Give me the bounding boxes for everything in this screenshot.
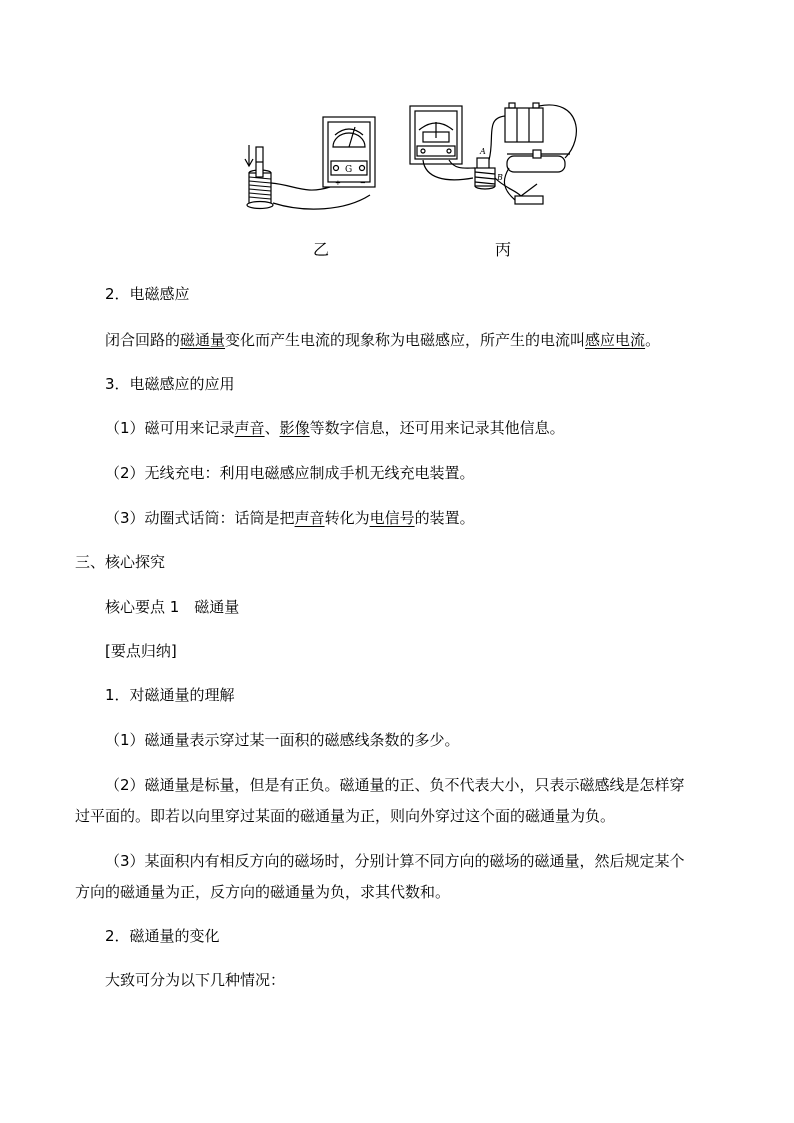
paragraph: [0, 851, 794, 871]
text-run: 的装置。: [414, 509, 475, 527]
underlined-term: 声音: [234, 419, 265, 437]
svg-text:−: −: [360, 179, 366, 187]
text-run: 大致可分为以下几种情况：: [105, 971, 286, 989]
text-run: 2．电磁感应: [105, 285, 190, 303]
text-run: 闭合回路的: [105, 331, 181, 349]
paragraph: [0, 641, 794, 661]
paragraph: [0, 882, 794, 902]
svg-text:A: A: [480, 147, 486, 156]
section-heading: [0, 552, 794, 572]
text-run: 。: [645, 331, 661, 349]
text-run: （1）磁通量表示穿过某一面积的磁感线条数的多少。: [105, 731, 460, 749]
svg-text:G: G: [345, 165, 353, 175]
paragraph: [0, 970, 794, 990]
paragraph: [0, 597, 794, 617]
text-run: （2）无线充电：利用电磁感应制成手机无线充电装置。: [105, 464, 475, 482]
text-run: 3．电磁感应的应用: [105, 375, 235, 393]
figure-caption-bing: 丙: [495, 240, 512, 259]
text-run: 1．对磁通量的理解: [105, 686, 235, 704]
text-run: [要点归纳]: [105, 642, 177, 660]
text-run: 转化为: [324, 509, 370, 527]
text-run: （1）磁可用来记录: [105, 419, 235, 437]
svg-text:B: B: [497, 173, 503, 182]
paragraph: [0, 508, 794, 528]
paragraph: [0, 463, 794, 483]
paragraph: [0, 926, 794, 946]
svg-text:+: +: [335, 179, 341, 187]
underlined-term: 声音: [294, 509, 325, 527]
figure-yi-galvanometer-circuit: [235, 105, 380, 215]
text-run: （3）某面积内有相反方向的磁场时，分别计算不同方向的磁场的磁通量，然后规定某个: [105, 852, 685, 870]
underlined-term: 感应电流: [585, 331, 646, 349]
text-run: 等数字信息，还可用来记录其他信息。: [309, 419, 565, 437]
underlined-term: 电信号: [369, 509, 415, 527]
text-run: 变化而产生电流的现象称为电磁感应，所产生的电流叫: [225, 331, 586, 349]
text-run: （2）磁通量是标量，但是有正负。磁通量的正、负不代表大小，只表示磁感线是怎样穿: [105, 776, 685, 794]
paragraph: [0, 730, 794, 750]
paragraph: [0, 330, 794, 350]
text-run: 核心要点 1 磁通量: [105, 598, 240, 616]
underlined-term: 磁通量: [180, 331, 226, 349]
paragraph: [0, 775, 794, 795]
paragraph: [0, 806, 794, 826]
text-run: 、: [264, 419, 280, 437]
paragraph: [0, 418, 794, 438]
text-run: 2．磁通量的变化: [105, 927, 220, 945]
underlined-term: 影像: [279, 419, 310, 437]
paragraph: [0, 284, 794, 304]
text-run: 过平面的。即若以向里穿过某面的磁通量为正，则向外穿过这个面的磁通量为负。: [75, 807, 616, 825]
text-run: 方向的磁通量为正，反方向的磁通量为负，求其代数和。: [75, 883, 451, 901]
figure-bing-induction-circuit: [405, 98, 590, 213]
text-run: （3）动圈式话筒：话筒是把: [105, 509, 295, 527]
text-run: 三、核心探究: [75, 553, 166, 571]
figure-caption-yi: 乙: [313, 240, 330, 259]
paragraph: [0, 685, 794, 705]
paragraph: [0, 374, 794, 394]
